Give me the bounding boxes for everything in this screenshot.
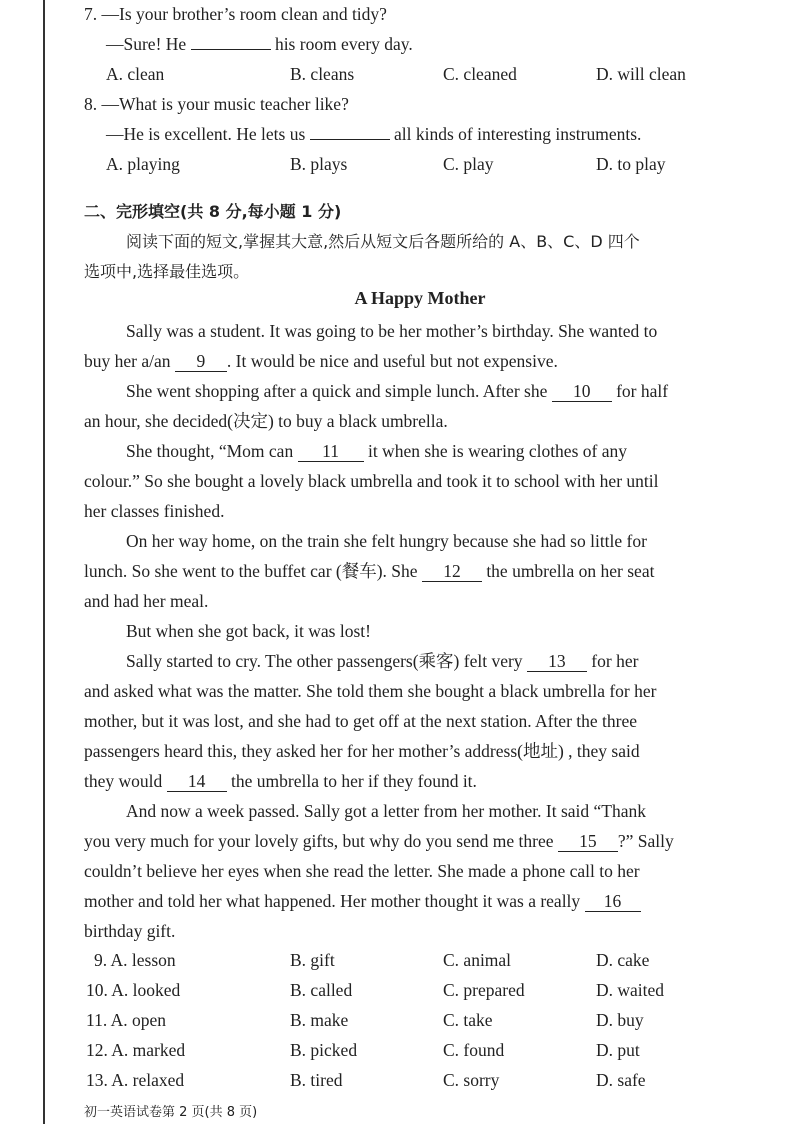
passage-line-18-post: ?” Sally	[617, 831, 674, 851]
q7-option-b[interactable]: B. cleans	[290, 64, 355, 84]
passage-line-13: and asked what was the matter. She told them she bought a black umbrella for her	[84, 681, 657, 701]
passage-line-3	[126, 379, 668, 403]
blank-9[interactable]: 9	[175, 351, 227, 372]
q13-option-a[interactable]: 13. A. relaxed	[86, 1070, 185, 1090]
passage-line-12-post: for her	[591, 651, 639, 671]
passage-line-5	[126, 439, 627, 463]
passage-line-1: Sally was a student. It was going to be her mother’s birthday. She wanted to	[126, 321, 658, 341]
passage-line-7: her classes finished.	[84, 501, 225, 521]
q7-option-c[interactable]: C. cleaned	[443, 64, 517, 84]
q7-answer-post: his room every day.	[274, 34, 413, 54]
q8-answer-pre: —He is excellent. He lets us	[106, 124, 306, 144]
passage-line-12	[126, 649, 638, 673]
blank-10[interactable]: 10	[552, 381, 612, 402]
passage-line-17: And now a week passed. Sally got a letter from her mother. It said “Thank	[126, 801, 646, 821]
passage-line-18-pre: you very much for your lovely gifts, but why do you send me three	[84, 831, 554, 851]
passage-line-5-post: it when she is wearing clothes of any	[367, 441, 627, 461]
q12-option-c[interactable]: C. found	[443, 1040, 505, 1060]
passage-line-16-post: the umbrella to her if they found it.	[231, 771, 477, 791]
passage-line-20-pre: mother and told her what happened. Her mother thought it was a really	[84, 891, 581, 911]
section-instruction-line-2: 选项中,选择最佳选项。	[84, 262, 250, 281]
q11-option-a[interactable]: 11. A. open	[86, 1010, 167, 1030]
q11-option-d[interactable]: D. buy	[596, 1010, 644, 1030]
q8-option-d[interactable]: D. to play	[596, 154, 666, 174]
q12-option-a[interactable]: 12. A. marked	[86, 1040, 186, 1060]
page-footer: 初一英语试卷第 2 页(共 8 页)	[84, 1105, 258, 1120]
section-instruction-line-1: 阅读下面的短文,掌握其大意,然后从短文后各题所给的 A、B、C、D 四个	[126, 232, 640, 251]
blank-16[interactable]: 16	[585, 891, 641, 912]
q10-option-a[interactable]: 10. A. looked	[86, 980, 181, 1000]
q10-option-c[interactable]: C. prepared	[443, 980, 525, 1000]
q8-option-a[interactable]: A. playing	[106, 154, 180, 174]
q9-option-a[interactable]: 9. A. lesson	[94, 950, 176, 970]
q9-option-c[interactable]: C. animal	[443, 950, 512, 970]
blank-13[interactable]: 13	[527, 651, 587, 672]
passage-line-3-post: for half	[616, 381, 669, 401]
q7-blank[interactable]	[191, 49, 271, 50]
q7-answer	[106, 32, 413, 56]
passage-line-14: mother, but it was lost, and she had to get off at the next station. After the three	[84, 711, 638, 731]
q11-option-c[interactable]: C. take	[443, 1010, 493, 1030]
q8-blank[interactable]	[310, 139, 390, 140]
q11-option-b[interactable]: B. make	[290, 1010, 349, 1030]
passage-line-9-pre: lunch. So she went to the buffet car (餐车). She	[84, 561, 418, 581]
passage-line-8: On her way home, on the train she felt hungry because she had so little for	[126, 531, 647, 551]
passage-line-9	[84, 559, 654, 583]
passage-title: A Happy Mother	[354, 288, 486, 308]
passage-line-2-post: . It would be nice and useful but not expensive.	[226, 351, 558, 371]
passage-line-4: an hour, she decided(决定) to buy a black umbrella.	[84, 411, 448, 431]
q9-option-b[interactable]: B. gift	[290, 950, 335, 970]
q10-option-d[interactable]: D. waited	[596, 980, 665, 1000]
section-heading: 二、完形填空(共 8 分,每小题 1 分)	[84, 202, 342, 221]
passage-line-16	[84, 769, 477, 793]
passage-line-18	[84, 829, 674, 853]
passage-line-6: colour.” So she bought a lovely black umbrella and took it to school with her until	[84, 471, 659, 491]
q7-answer-pre: —Sure! He	[106, 34, 187, 54]
q7-question: 7. —Is your brother’s room clean and tidy?	[84, 4, 387, 24]
q8-option-b[interactable]: B. plays	[290, 154, 348, 174]
blank-14[interactable]: 14	[167, 771, 227, 792]
blank-11[interactable]: 11	[298, 441, 364, 462]
passage-line-9-post: the umbrella on her seat	[486, 561, 655, 581]
passage-line-2-pre: buy her a/an	[84, 351, 171, 371]
q7-option-d[interactable]: D. will clean	[596, 64, 686, 84]
passage-line-19: couldn’t believe her eyes when she read the letter. She made a phone call to her	[84, 861, 640, 881]
passage-line-5-pre: She thought, “Mom can	[126, 441, 294, 461]
blank-15[interactable]: 15	[558, 831, 618, 852]
q8-question: 8. —What is your music teacher like?	[84, 94, 349, 114]
blank-12[interactable]: 12	[422, 561, 482, 582]
passage-line-16-pre: they would	[84, 771, 163, 791]
passage-line-20	[84, 889, 641, 913]
q13-option-c[interactable]: C. sorry	[443, 1070, 500, 1090]
q8-answer-post: all kinds of interesting instruments.	[394, 124, 642, 144]
passage-line-12-pre: Sally started to cry. The other passengers(乘客) felt very	[126, 651, 523, 671]
q7-option-a[interactable]: A. clean	[106, 64, 165, 84]
q13-option-d[interactable]: D. safe	[596, 1070, 646, 1090]
passage-line-2	[84, 349, 558, 373]
q8-answer	[106, 122, 641, 146]
passage-line-11: But when she got back, it was lost!	[126, 621, 371, 641]
margin-line	[43, 0, 45, 1124]
q12-option-b[interactable]: B. picked	[290, 1040, 358, 1060]
q13-option-b[interactable]: B. tired	[290, 1070, 343, 1090]
q8-option-c[interactable]: C. play	[443, 154, 494, 174]
q9-option-d[interactable]: D. cake	[596, 950, 650, 970]
passage-line-10: and had her meal.	[84, 591, 209, 611]
passage-line-21: birthday gift.	[84, 921, 176, 941]
passage-line-3-pre: She went shopping after a quick and simple lunch. After she	[126, 381, 548, 401]
q12-option-d[interactable]: D. put	[596, 1040, 640, 1060]
q10-option-b[interactable]: B. called	[290, 980, 353, 1000]
passage-line-15: passengers heard this, they asked her for her mother’s address(地址) , they said	[84, 741, 640, 761]
